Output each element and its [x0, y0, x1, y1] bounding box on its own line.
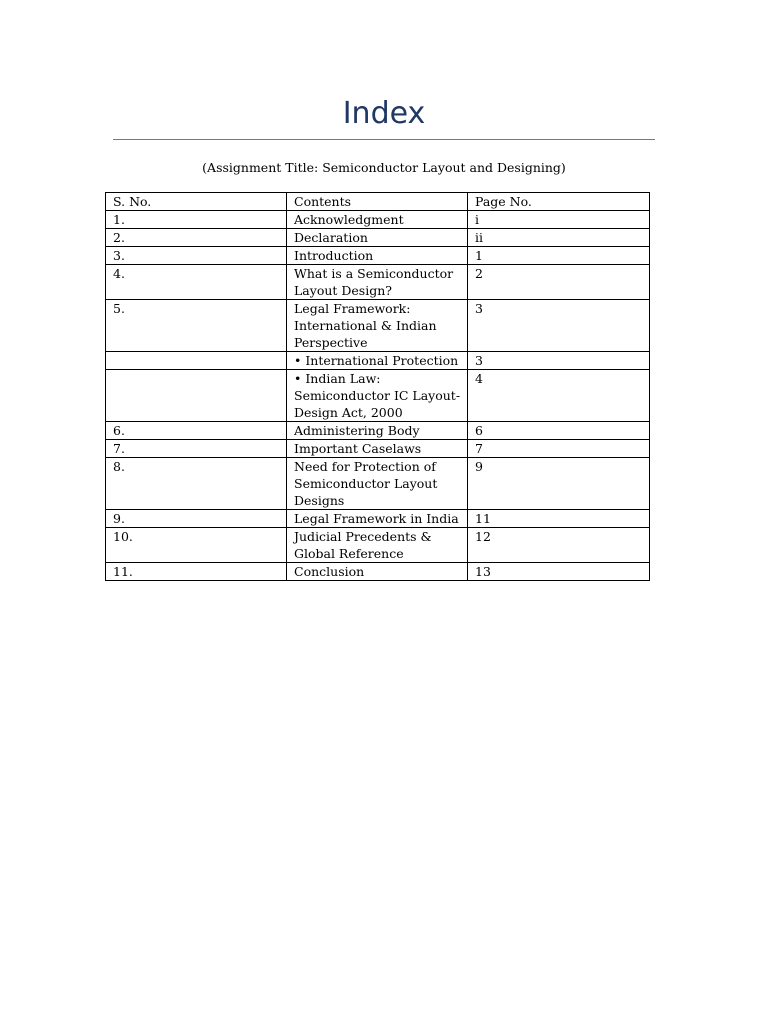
cell-contents: Acknowledgment	[287, 211, 468, 229]
cell-page-no: 2	[468, 265, 650, 300]
table-row	[106, 247, 650, 265]
title-underline	[113, 139, 655, 140]
cell-page-no: 4	[468, 370, 650, 422]
table-row	[106, 211, 650, 229]
page-title: Index	[342, 96, 426, 131]
cell-contents: What is a Semiconductor Layout Design?	[287, 265, 468, 300]
cell-page-no: 1	[468, 247, 650, 265]
cell-contents: Introduction	[287, 247, 468, 265]
cell-contents: Declaration	[287, 229, 468, 247]
cell-sno: 7.	[106, 440, 287, 458]
cell-page-no: 12	[468, 528, 650, 563]
header-page-no: Page No.	[468, 193, 650, 211]
cell-sno: 11.	[106, 563, 287, 581]
table-row	[106, 229, 650, 247]
table-row	[106, 422, 650, 440]
cell-sno: 3.	[106, 247, 287, 265]
cell-contents: Judicial Precedents & Global Reference	[287, 528, 468, 563]
table-header-row	[106, 193, 650, 211]
table-row	[106, 440, 650, 458]
cell-sno: 6.	[106, 422, 287, 440]
cell-sno: 10.	[106, 528, 287, 563]
index-table	[105, 192, 650, 581]
header-contents: Contents	[287, 193, 468, 211]
cell-contents: Legal Framework: International & Indian Perspective	[287, 300, 468, 352]
cell-page-no: 11	[468, 510, 650, 528]
table-row	[106, 352, 650, 370]
cell-page-no: ii	[468, 229, 650, 247]
cell-sno: 8.	[106, 458, 287, 510]
cell-sno: 5.	[106, 300, 287, 352]
cell-page-no: 6	[468, 422, 650, 440]
assignment-subtitle: (Assignment Title: Semiconductor Layout and Designing)	[202, 160, 566, 175]
cell-contents: • International Protection	[287, 352, 468, 370]
cell-sno: 4.	[106, 265, 287, 300]
cell-contents: • Indian Law: Semiconductor IC Layout-Design Act, 2000	[287, 370, 468, 422]
cell-page-no: 3	[468, 300, 650, 352]
cell-sno	[106, 352, 287, 370]
cell-contents: Conclusion	[287, 563, 468, 581]
table-row	[106, 528, 650, 563]
index-table-body	[106, 193, 650, 581]
table-row	[106, 300, 650, 352]
cell-sno: 2.	[106, 229, 287, 247]
cell-page-no: 7	[468, 440, 650, 458]
table-row	[106, 265, 650, 300]
cell-sno	[106, 370, 287, 422]
cell-page-no: 13	[468, 563, 650, 581]
table-row	[106, 563, 650, 581]
table-row	[106, 510, 650, 528]
cell-sno: 9.	[106, 510, 287, 528]
cell-contents: Legal Framework in India	[287, 510, 468, 528]
cell-page-no: i	[468, 211, 650, 229]
cell-contents: Administering Body	[287, 422, 468, 440]
cell-sno: 1.	[106, 211, 287, 229]
table-row	[106, 458, 650, 510]
cell-contents: Need for Protection of Semiconductor Layout Designs	[287, 458, 468, 510]
cell-page-no: 3	[468, 352, 650, 370]
cell-contents: Important Caselaws	[287, 440, 468, 458]
cell-page-no: 9	[468, 458, 650, 510]
table-row	[106, 370, 650, 422]
header-sno: S. No.	[106, 193, 287, 211]
